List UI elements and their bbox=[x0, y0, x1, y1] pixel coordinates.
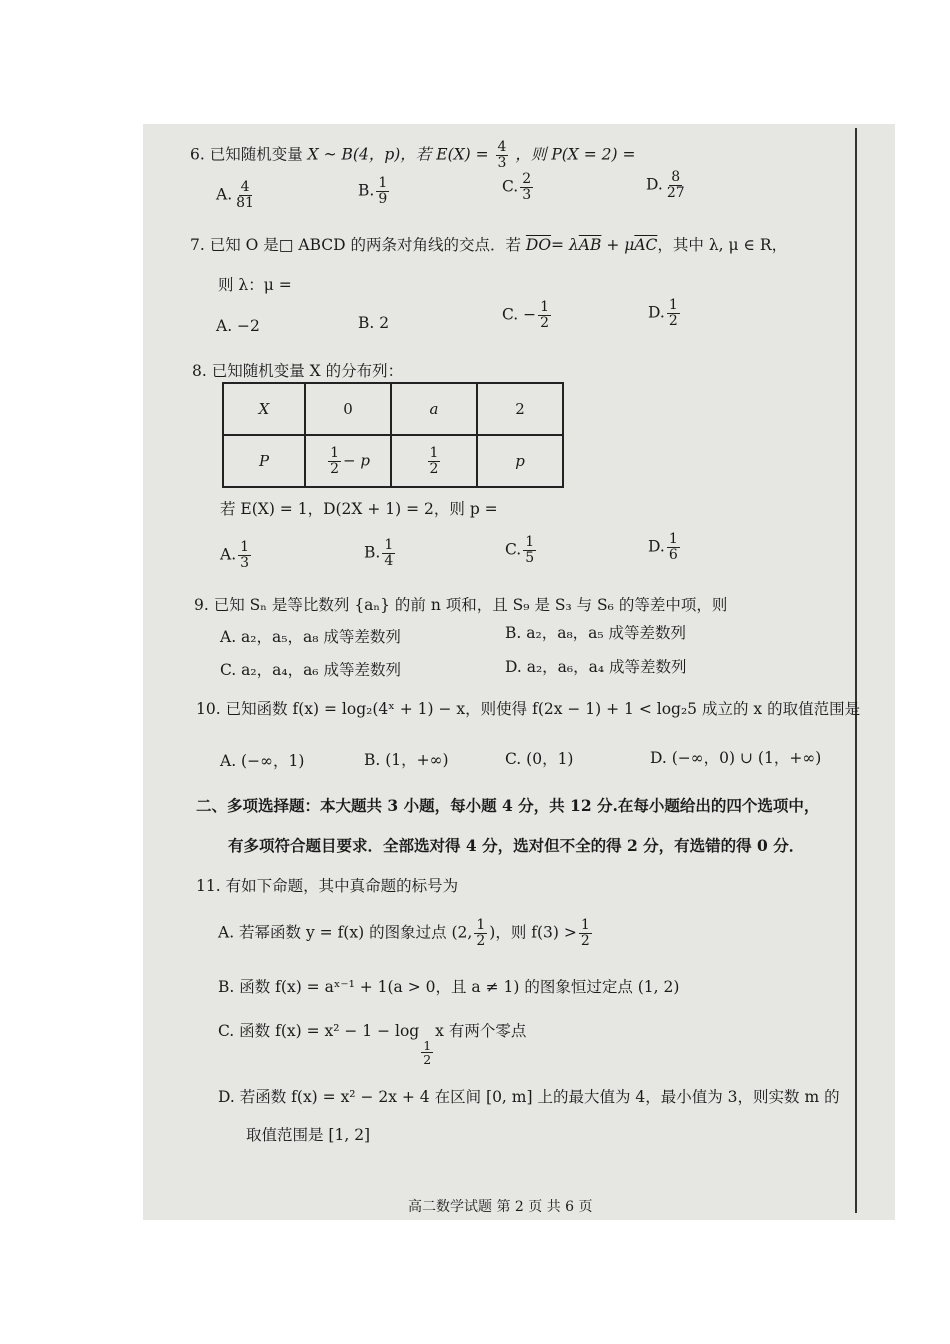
q8-b-num: 1 bbox=[384, 537, 394, 553]
q8-b-label: B. bbox=[364, 543, 381, 562]
page-footer: 高二数学试题 第 2 页 共 6 页 bbox=[408, 1199, 593, 1215]
q8-condition: 若 E(X) = 1，D(2X + 1) = 2，则 p = bbox=[220, 500, 498, 518]
q8-c-label: C. bbox=[505, 540, 522, 559]
q10-option-b: B. (1，+∞) bbox=[364, 751, 449, 769]
p0-num: 1 bbox=[330, 444, 339, 461]
table-cell bbox=[305, 383, 391, 435]
table-cell bbox=[477, 383, 563, 435]
q11-a-point-fraction bbox=[474, 918, 487, 949]
q11-c-text: C. 函数 f(x) = x² − 1 − log bbox=[218, 1022, 420, 1040]
section-2-heading: 二、多项选择题：本大题共 3 小题，每小题 4 分，共 12 分.在每小题给出的四个选项中， bbox=[196, 796, 820, 815]
q11-a-mid: )，则 f(3) > bbox=[489, 923, 577, 942]
q8-a-den: 3 bbox=[240, 555, 250, 571]
q6-ex: E(X) = bbox=[436, 145, 489, 164]
q10-option-d: D. (−∞，0) ∪ (1，+∞) bbox=[650, 749, 822, 767]
cell-value-a: a bbox=[429, 400, 439, 418]
q11-a-fraction bbox=[579, 918, 592, 949]
q11-a-pt-den: 2 bbox=[476, 933, 486, 949]
q6-option-d bbox=[646, 170, 689, 201]
pa-den: 2 bbox=[429, 460, 439, 477]
cell-p2: p bbox=[515, 452, 525, 470]
q8-d-label: D. bbox=[648, 537, 665, 556]
p0-den: 2 bbox=[330, 460, 339, 477]
q8-d-den: 6 bbox=[668, 547, 678, 563]
q8-option-b bbox=[364, 538, 397, 569]
q6-text: 6. 已知随机变量 bbox=[190, 145, 303, 164]
table-cell bbox=[391, 383, 477, 435]
cell-value-0: 0 bbox=[343, 400, 353, 418]
q6-c-den: 3 bbox=[522, 187, 532, 203]
q6-ex-num: 4 bbox=[497, 139, 507, 155]
cell-pa-fraction bbox=[428, 446, 441, 477]
q11-a-pt-num: 1 bbox=[476, 917, 486, 933]
q8-b-den: 4 bbox=[384, 553, 394, 569]
question-7-stem bbox=[190, 234, 787, 256]
question-10-stem: 10. 已知函数 f(x) = log₂(4ˣ + 1) − x，则使得 f(2x − 1) + 1 < log₂5 成立的 x 的取值范围是 bbox=[196, 700, 861, 718]
parallelogram-symbol: □ bbox=[278, 236, 294, 254]
cell-p-label: P bbox=[258, 452, 270, 470]
cell-p0-fraction bbox=[328, 446, 341, 477]
q11-option-c bbox=[218, 1020, 526, 1066]
q9-option-b: B. a₂，a₈，a₅ 成等差数列 bbox=[505, 624, 687, 642]
q11-a-text: A. 若幂函数 y = f(x) 的图象过点 (2, bbox=[218, 923, 473, 942]
q11-a-den: 2 bbox=[580, 933, 590, 949]
q8-option-c bbox=[505, 535, 538, 566]
q6-a-num: 4 bbox=[240, 179, 250, 195]
q11-c-base-den: 2 bbox=[423, 1052, 432, 1067]
q11-c-log-base bbox=[421, 1039, 433, 1066]
q8-c-fraction bbox=[523, 535, 536, 566]
q7-option-d bbox=[648, 298, 682, 329]
q7-eq: = λ bbox=[551, 236, 579, 254]
q8-option-a bbox=[220, 540, 253, 571]
cell-x-label: X bbox=[258, 400, 270, 418]
table-row bbox=[223, 383, 563, 435]
q6-c-num: 2 bbox=[522, 171, 532, 187]
q9-option-d: D. a₂，a₆，a₄ 成等差数列 bbox=[505, 658, 687, 676]
q6-ex-den: 3 bbox=[497, 155, 507, 171]
q8-a-num: 1 bbox=[240, 539, 250, 555]
q7-d-den: 2 bbox=[668, 313, 678, 329]
q6-a-label: A. bbox=[216, 185, 233, 204]
q6-c-label: C. bbox=[502, 177, 519, 196]
q6-a-den: 81 bbox=[236, 195, 254, 211]
q11-option-d-line1: D. 若函数 f(x) = x² − 2x + 4 在区间 [0, m] 上的最大值为 4，最小值为 3，则实数 m 的 bbox=[218, 1088, 840, 1106]
q7-vector-do: $\overline{DO}$ bbox=[525, 236, 552, 254]
q6-d-label: D. bbox=[646, 175, 663, 194]
table-cell bbox=[223, 383, 305, 435]
q6-b-den: 9 bbox=[378, 191, 388, 207]
q11-option-b: B. 函数 f(x) = aˣ⁻¹ + 1(a > 0，且 a ≠ 1) 的图象恒过定点 (1, 2) bbox=[218, 978, 680, 996]
q7-d-num: 1 bbox=[668, 297, 678, 313]
section-2-instructions: 有多项符合题目要求．全部选对得 4 分，选对但不全的得 2 分，有选错的得 0 分． bbox=[228, 836, 805, 855]
q8-c-num: 1 bbox=[525, 534, 535, 550]
cell-value-2: 2 bbox=[515, 400, 525, 418]
table-cell bbox=[477, 435, 563, 487]
q10-option-c: C. (0，1) bbox=[505, 750, 574, 768]
q7-d-fraction bbox=[667, 298, 680, 329]
p0-tail: − p bbox=[342, 451, 370, 469]
q11-c-base-num: 1 bbox=[423, 1038, 432, 1053]
q8-d-fraction bbox=[667, 532, 680, 563]
q6-b-fraction bbox=[376, 176, 389, 207]
table-cell bbox=[391, 435, 477, 487]
question-8-stem: 8. 已知随机变量 X 的分布列： bbox=[192, 362, 404, 380]
q11-option-a bbox=[218, 918, 594, 949]
q7-option-b: B. 2 bbox=[358, 314, 390, 332]
q6-d-fraction bbox=[665, 170, 687, 201]
q7-d-label: D. bbox=[648, 303, 665, 322]
q6-tail: ，则 P(X = 2) = bbox=[515, 145, 636, 164]
q6-option-c bbox=[502, 172, 535, 203]
q8-a-label: A. bbox=[220, 545, 237, 564]
q7-plus: + μ bbox=[606, 236, 635, 254]
q6-option-a bbox=[216, 180, 258, 211]
q7-text-b: ABCD 的两条对角线的交点．若 bbox=[298, 236, 521, 254]
q6-c-fraction bbox=[520, 172, 533, 203]
question-11-stem: 11. 有如下命题，其中真命题的标号为 bbox=[196, 877, 459, 895]
q11-c-post: x 有两个零点 bbox=[435, 1022, 527, 1040]
q7-c-num: 1 bbox=[540, 299, 550, 315]
q6-b-num: 1 bbox=[378, 175, 388, 191]
q10-option-a: A. (−∞，1) bbox=[220, 752, 305, 770]
q9-option-c: C. a₂，a₄，a₆ 成等差数列 bbox=[220, 661, 401, 679]
q7-vector-ac: $\overline{AC}$ bbox=[634, 236, 658, 254]
q6-option-b bbox=[358, 176, 391, 207]
q7-text-c: ，其中 λ, μ ∈ R， bbox=[657, 236, 788, 254]
table-cell bbox=[223, 435, 305, 487]
q7-c-den: 2 bbox=[540, 315, 550, 331]
q6-ex-fraction bbox=[496, 140, 509, 171]
q8-d-num: 1 bbox=[668, 531, 678, 547]
q8-option-d bbox=[648, 532, 682, 563]
q6-dist: X ~ B(4，p)，若 bbox=[307, 145, 432, 164]
q7-line2: 则 λ：μ = bbox=[218, 276, 292, 294]
page-border-line bbox=[855, 128, 857, 1213]
q7-option-a: A. −2 bbox=[216, 317, 260, 335]
q7-text-a: 7. 已知 O 是 bbox=[190, 236, 279, 254]
q6-a-fraction bbox=[234, 180, 256, 211]
q7-c-fraction bbox=[538, 300, 551, 331]
q7-vector-ab: $\overline{AB}$ bbox=[578, 236, 602, 254]
q11-a-num: 1 bbox=[580, 917, 590, 933]
q7-option-c bbox=[502, 300, 553, 331]
q8-a-fraction bbox=[238, 540, 251, 571]
q6-d-den: 27 bbox=[666, 185, 685, 201]
question-9-stem: 9. 已知 Sₙ 是等比数列 {aₙ} 的前 n 项和，且 S₉ 是 S₃ 与 S₆ 的等差中项，则 bbox=[194, 596, 728, 614]
table-row bbox=[223, 435, 563, 487]
q7-c-label: C. − bbox=[502, 305, 537, 324]
pa-num: 1 bbox=[429, 444, 439, 461]
q6-b-label: B. bbox=[358, 181, 375, 200]
question-6-stem bbox=[190, 140, 636, 171]
table-cell bbox=[305, 435, 391, 487]
q11-option-d-line2: 取值范围是 [1, 2] bbox=[246, 1126, 371, 1144]
q8-c-den: 5 bbox=[525, 550, 535, 566]
distribution-table bbox=[222, 382, 564, 488]
q8-b-fraction bbox=[382, 538, 395, 569]
q6-d-num: 8 bbox=[671, 169, 681, 185]
q9-option-a: A. a₂，a₅，a₈ 成等差数列 bbox=[220, 628, 401, 646]
